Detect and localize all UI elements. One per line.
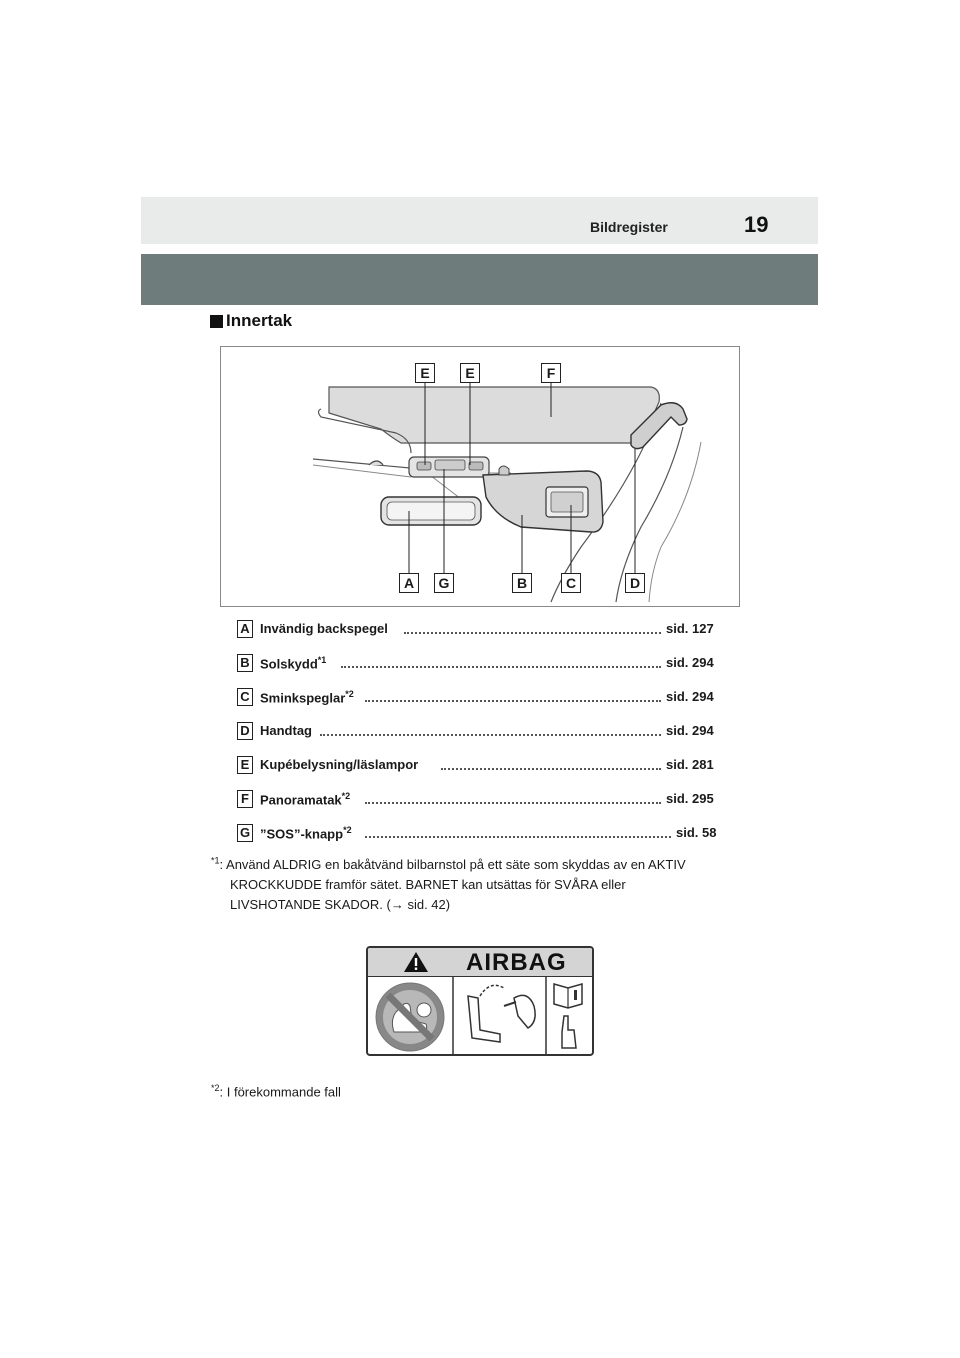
page-reference-link[interactable]: sid. 295: [666, 791, 714, 806]
airbag-word: AIRBAG: [466, 949, 567, 976]
square-bullet-icon: [210, 315, 223, 328]
dot-leader: [365, 700, 661, 702]
legend-letter: G: [237, 824, 253, 842]
callout-e-1: E: [415, 363, 435, 383]
legend-label: Sminkspeglar$^{*2}$: [260, 689, 354, 706]
footnote-marker: *1: [211, 856, 220, 866]
callout-b: B: [512, 573, 532, 593]
footnote-1-line-1: : Använd ALDRIG en bakåtvänd bilbarnstol på ett säte som skyddas av en AKTIV: [219, 857, 686, 873]
legend-label: Kupébelysning/läslampor: [260, 757, 419, 772]
footnote-marker: *2: [345, 689, 354, 699]
legend-letter: F: [237, 790, 253, 808]
section-title: [210, 311, 292, 331]
airbag-pictograms: [368, 976, 594, 1056]
legend-letter: A: [237, 620, 253, 638]
footnote-1: [211, 851, 686, 915]
header-bar: [141, 197, 818, 244]
legend-letter: C: [237, 688, 253, 706]
page-reference-link[interactable]: sid. 281: [666, 757, 714, 772]
dot-leader: [441, 768, 661, 770]
legend-row-e: [237, 756, 737, 778]
ceiling-illustration: [221, 347, 741, 608]
warning-triangle-icon: [402, 950, 430, 974]
legend-letter: B: [237, 654, 253, 672]
legend-label: ”SOS”-knapp$^{*2}$: [260, 825, 352, 842]
footnote-1-line-3: LIVSHOTANDE SKADOR. (→ sid. 42): [230, 897, 451, 913]
interior-ceiling-figure: [220, 346, 740, 607]
legend-row-c: [237, 688, 737, 710]
callout-a: A: [399, 573, 419, 593]
dot-leader: [404, 632, 661, 634]
footnote-marker: *2: [341, 791, 351, 801]
legend-row-g: [237, 824, 737, 846]
page-reference-link[interactable]: sid. 294: [666, 655, 714, 670]
dot-leader: [320, 734, 661, 736]
header-title: Bildregister: [590, 219, 668, 235]
page-reference-link[interactable]: sid. 127: [666, 621, 714, 636]
legend-row-f: [237, 790, 737, 812]
callout-c: C: [561, 573, 581, 593]
callout-f: F: [541, 363, 561, 383]
callout-g: G: [434, 573, 454, 593]
footnote-marker: *2: [343, 825, 352, 835]
legend-letter: E: [237, 756, 253, 774]
header-band: [141, 254, 818, 305]
page-reference-link[interactable]: sid. 294: [666, 689, 714, 704]
footnote-marker: *1: [317, 655, 327, 665]
page-reference-link[interactable]: sid. 58: [676, 825, 717, 840]
dot-leader: [341, 666, 661, 668]
legend-row-a: [237, 620, 737, 642]
legend-row-b: [237, 654, 737, 676]
airbag-label-header: [368, 948, 592, 977]
section-title-text: Innertak: [226, 311, 293, 330]
legend-label: Handtag: [260, 723, 312, 738]
legend-row-d: [237, 722, 737, 744]
footnote-1-line-2: KROCKKUDDE framför sätet. BARNET kan utsättas för SVÅRA eller: [230, 877, 626, 893]
dot-leader: [365, 802, 661, 804]
footnote-2-text: : I förekommande fall: [219, 1084, 341, 1100]
callout-e-2: E: [460, 363, 480, 383]
callout-d: D: [625, 573, 645, 593]
legend-label: Invändig backspegel: [260, 621, 388, 636]
legend-label: Panoramatak$^{*2}$: [260, 791, 351, 808]
legend-label: Solskydd$^{*1}$: [260, 655, 327, 672]
footnote-2: [211, 1078, 341, 1102]
page-reference-link[interactable]: sid. 294: [666, 723, 714, 738]
page-number: 19: [744, 212, 769, 237]
dot-leader: [365, 836, 671, 838]
airbag-warning-label: [366, 946, 594, 1056]
footnote-marker: *2: [211, 1083, 220, 1093]
legend-letter: D: [237, 722, 253, 740]
